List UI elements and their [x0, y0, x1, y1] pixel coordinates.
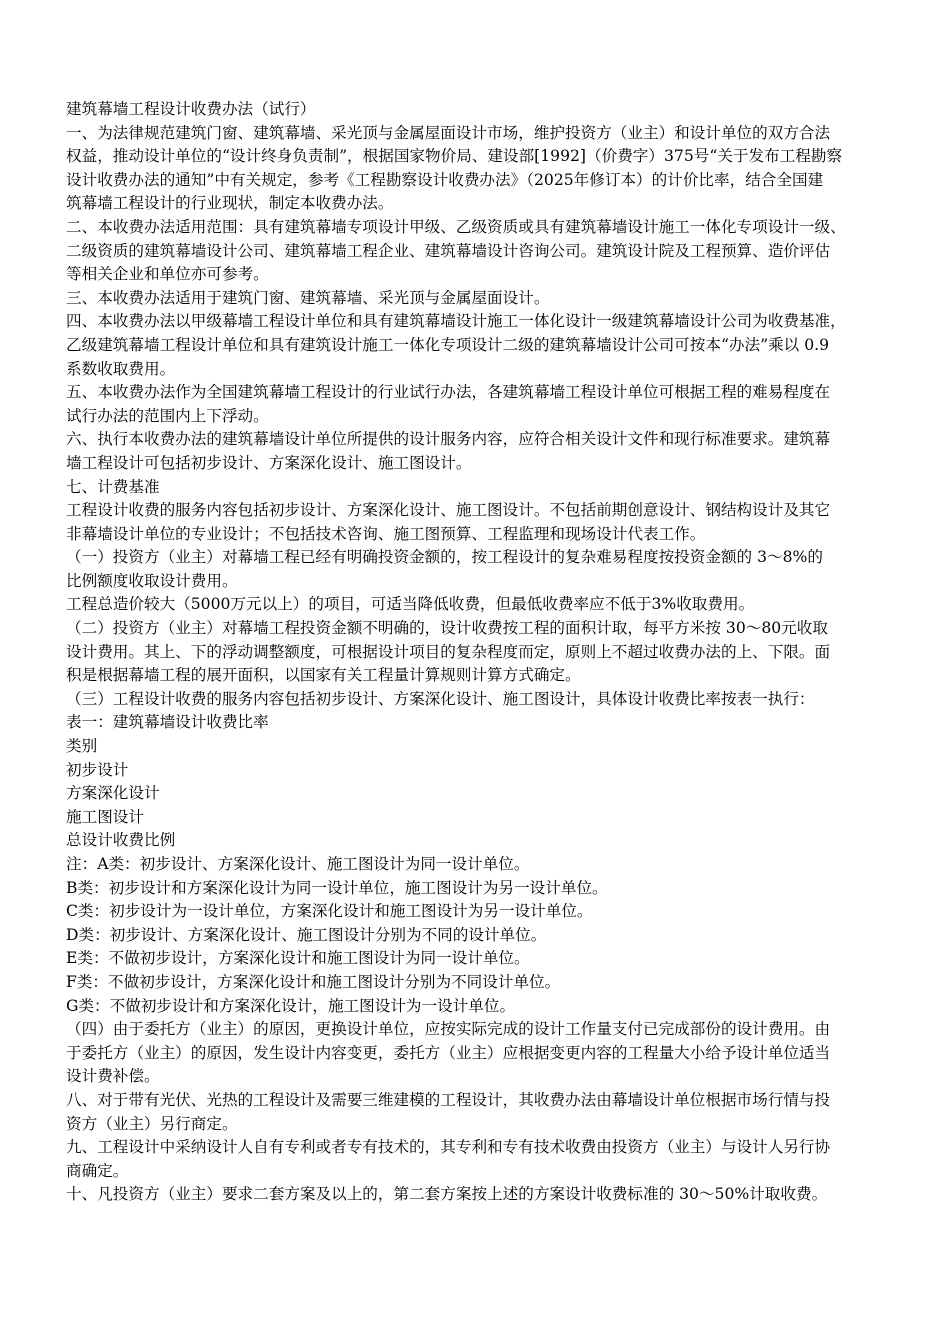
text-line: 四、本收费办法以甲级幕墙工程设计单位和具有建筑幕墙设计施工一体化设计一级建筑幕墙设计公司为收费基准，	[66, 312, 846, 331]
paragraph	[66, 829, 892, 853]
text-line: 设计费用。其上、下的浮动调整额度，可根据设计项目的复杂程度而定，原则上不超过收费办法的上、下限。面	[66, 642, 831, 661]
text-line: （三）工程设计收费的服务内容包括初步设计、方案深化设计、施工图设计，具体设计收费比率按表一执行：	[66, 689, 815, 708]
text-line: （一）投资方（业主）对幕墙工程已经有明确投资金额的，按工程设计的复杂难易程度按投资金额的 3～8%的	[66, 548, 823, 567]
paragraph	[66, 735, 892, 759]
text-line: 乙级建筑幕墙工程设计单位和具有建筑设计施工一体化专项设计二级的建筑幕墙设计公司可按本“办法”乘以 0.9	[66, 335, 830, 354]
text-line: 系数收取费用。	[66, 359, 176, 378]
text-line: 初步设计	[66, 760, 129, 779]
paragraph	[66, 877, 892, 901]
text-line: 类别	[66, 737, 98, 756]
paragraph	[66, 924, 892, 948]
paragraph	[66, 853, 892, 877]
paragraph	[66, 287, 892, 311]
text-line: 比例额度收取设计费用。	[66, 571, 238, 590]
paragraph	[66, 806, 892, 830]
text-line: 二、本收费办法适用范围：具有建筑幕墙专项设计甲级、乙级资质或具有建筑幕墙设计施工一体化专项设计一级、	[66, 217, 846, 236]
text-line: 十、凡投资方（业主）要求二套方案及以上的，第二套方案按上述的方案设计收费标准的 30～50%计取收费。	[66, 1185, 828, 1204]
text-line: 工程总造价较大（5000万元以上）的项目，可适当降低收费，但最低收费率应不低于3%收取费用。	[66, 595, 755, 614]
text-line: （四）由于委托方（业主）的原因，更换设计单位，应按实际完成的设计工作量支付已完成部份的设计费用。由	[66, 1020, 831, 1039]
paragraph	[66, 947, 892, 971]
paragraph	[66, 216, 892, 287]
text-line: 等相关企业和单位亦可参考。	[66, 265, 269, 284]
text-line: 三、本收费办法适用于建筑门窗、建筑幕墙、采光顶与金属屋面设计。	[66, 288, 550, 307]
paragraph	[66, 1089, 892, 1136]
paragraph	[66, 900, 892, 924]
paragraph	[66, 1136, 892, 1183]
text-line: 商确定。	[66, 1161, 129, 1180]
text-line: 于委托方（业主）的原因，发生设计内容变更，委托方（业主）应根据变更内容的工程量大小给予设计单位适当	[66, 1043, 831, 1062]
paragraph	[66, 617, 892, 688]
paragraph	[66, 593, 892, 617]
text-line: 注：A类：初步设计、方案深化设计、施工图设计为同一设计单位。	[66, 855, 530, 873]
paragraph	[66, 122, 892, 216]
document-page	[66, 98, 892, 1207]
paragraph	[66, 499, 892, 546]
text-line: D类：初步设计、方案深化设计、施工图设计分别为不同的设计单位。	[66, 925, 547, 944]
text-line: 二级资质的建筑幕墙设计公司、建筑幕墙工程企业、建筑幕墙设计咨询公司。建筑设计院及工程预算、造价评估	[66, 241, 831, 260]
text-line: B类：初步设计和方案深化设计为同一设计单位，施工图设计为另一设计单位。	[66, 878, 608, 897]
text-line: 筑幕墙工程设计的行业现状，制定本收费办法。	[66, 194, 394, 213]
text-line: E类：不做初步设计，方案深化设计和施工图设计为同一设计单位。	[66, 949, 530, 968]
text-line: 设计费补偿。	[66, 1067, 160, 1086]
text-line: 八、对于带有光伏、光热的工程设计及需要三维建模的工程设计，其收费办法由幕墙设计单位根据市场行情与投	[66, 1090, 831, 1109]
paragraph	[66, 1018, 892, 1089]
text-line: 方案深化设计	[66, 784, 160, 803]
text-line: （二）投资方（业主）对幕墙工程投资金额不明确的，设计收费按工程的面积计取，每平方米按 30～80元收取	[66, 619, 828, 638]
paragraph	[66, 995, 892, 1019]
text-line: G类：不做初步设计和方案深化设计，施工图设计为一设计单位。	[66, 996, 516, 1015]
text-line: 设计收费办法的通知”中有关规定，参考《工程勘察设计收费办法》（2025年修订本）的计价比率，结合全国建	[66, 170, 824, 189]
text-line: 试行办法的范围内上下浮动。	[66, 406, 269, 425]
text-line: C类：初步设计为一设计单位，方案深化设计和施工图设计为另一设计单位。	[66, 902, 593, 921]
text-line: 积是根据幕墙工程的展开面积，以国家有关工程量计算规则计算方式确定。	[66, 666, 581, 685]
text-line: 五、本收费办法作为全国建筑幕墙工程设计的行业试行办法，各建筑幕墙工程设计单位可根据工程的难易程度在	[66, 383, 831, 402]
text-line: 墙工程设计可包括初步设计、方案深化设计、施工图设计。	[66, 453, 472, 472]
paragraph	[66, 310, 892, 381]
paragraph	[66, 971, 892, 995]
text-line: 工程设计收费的服务内容包括初步设计、方案深化设计、施工图设计。不包括前期创意设计、钢结构设计及其它	[66, 501, 831, 520]
text-line: 九、工程设计中采纳设计人自有专利或者专有技术的，其专利和专有技术收费由投资方（业主）与设计人另行协	[66, 1138, 831, 1157]
paragraph	[66, 782, 892, 806]
text-line: 六、执行本收费办法的建筑幕墙设计单位所提供的设计服务内容，应符合相关设计文件和现行标准要求。建筑幕	[66, 430, 831, 449]
paragraph	[66, 711, 892, 735]
text-line: 一、为法律规范建筑门窗、建筑幕墙、采光顶与金属屋面设计市场，维护投资方（业主）和设计单位的双方合法	[66, 123, 831, 142]
paragraph	[66, 759, 892, 783]
text-line: 非幕墙设计单位的专业设计；不包括技术咨询、施工图预算、工程监理和现场设计代表工作。	[66, 524, 706, 543]
paragraph	[66, 688, 892, 712]
paragraph	[66, 476, 892, 500]
document-title: 建筑幕墙工程设计收费办法（试行）	[66, 100, 316, 118]
paragraph	[66, 428, 892, 475]
paragraph	[66, 381, 892, 428]
text-line: 施工图设计	[66, 807, 144, 826]
text-line: 七、计费基准	[66, 477, 160, 496]
text-line: 资方（业主）另行商定。	[66, 1114, 238, 1133]
paragraph	[66, 1183, 892, 1207]
paragraph	[66, 546, 892, 593]
text-line: 表一：建筑幕墙设计收费比率	[66, 713, 269, 732]
text-line: F类：不做初步设计，方案深化设计和施工图设计分别为不同设计单位。	[66, 972, 561, 991]
document-body	[66, 122, 892, 1207]
text-line: 总设计收费比例	[66, 831, 176, 850]
text-line: 权益，推动设计单位的“设计终身负责制”，根据国家物价局、建设部[1992]（价费字）375号“关于发布工程勘察	[66, 147, 843, 166]
